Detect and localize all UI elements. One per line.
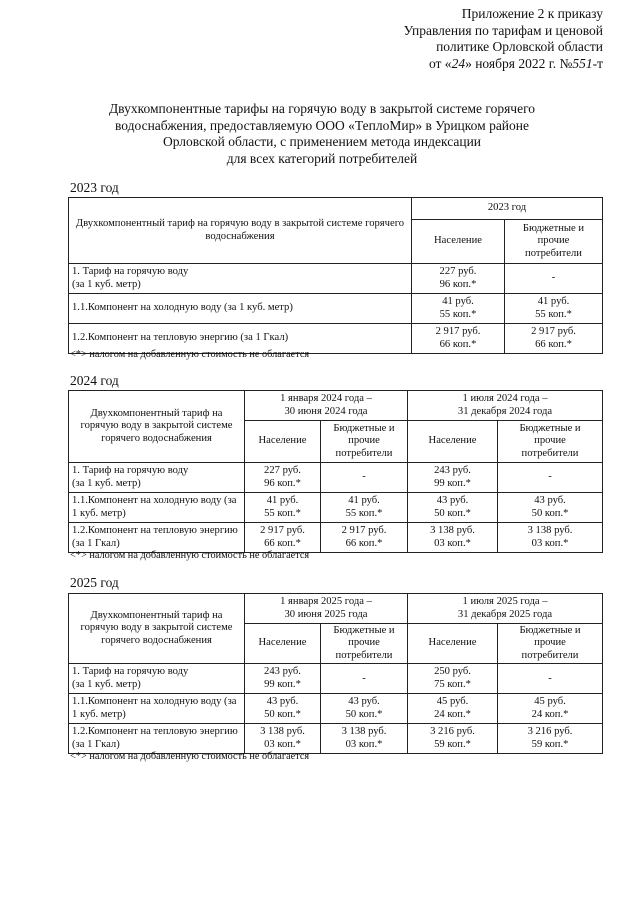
population-header: Население: [412, 220, 505, 264]
value-cell: 2 917 руб. 66 коп.*: [245, 523, 321, 553]
value-cell: 3 138 руб. 03 коп.*: [408, 523, 498, 553]
table-row: [69, 724, 603, 754]
table-row: [69, 523, 603, 553]
value-cell: 2 917 руб. 66 коп.*: [321, 523, 408, 553]
row-label: 1.2.Компонент на тепловую энергию (за 1 Гкал): [69, 324, 412, 354]
year-label-2025: 2025 год: [70, 575, 119, 590]
tariff-table-2025: [68, 593, 603, 754]
value-cell: 41 руб. 55 коп.*: [505, 294, 603, 324]
population-header: Население: [408, 624, 498, 664]
period-header: 1 января 2025 года – 30 июня 2025 года: [245, 594, 408, 624]
budget-header: Бюджетные и прочие потребители: [498, 624, 603, 664]
tariff-table-2024: [68, 390, 603, 553]
value-cell: 43 руб. 50 коп.*: [498, 493, 603, 523]
value-cell: 3 138 руб. 03 коп.*: [498, 523, 603, 553]
period-header: 1 января 2024 года – 30 июня 2024 года: [245, 391, 408, 421]
row-label: 1. Тариф на горячую воду (за 1 куб. метр): [69, 664, 245, 694]
budget-header: Бюджетные и прочие потребители: [498, 421, 603, 463]
appendix-line: Приложение 2 к приказу: [461, 6, 603, 21]
value-cell: 45 руб. 24 коп.*: [408, 694, 498, 724]
appendix-line: Управления по тарифам и ценовой: [403, 22, 603, 38]
vat-note: <*> налогом на добавленную стоимость не облагается: [70, 349, 310, 360]
title-line: для всех категорий потребителей: [226, 150, 418, 166]
order-number: 551: [572, 55, 593, 71]
value-cell: 227 руб. 96 коп.*: [412, 264, 505, 294]
value-cell: 41 руб. 55 коп.*: [245, 493, 321, 523]
value-cell: 243 руб. 99 коп.*: [245, 664, 321, 694]
value-cell: 2 917 руб. 66 коп.*: [505, 324, 603, 354]
budget-header: Бюджетные и прочие потребители: [321, 421, 408, 463]
tariff-column-header: Двухкомпонентный тариф на горячую воду в закрытой системе горячего водоснабжения: [69, 594, 245, 664]
appendix-header: [404, 6, 603, 72]
row-label: 1.2.Компонент на тепловую энергию (за 1 Гкал): [69, 724, 245, 754]
table-row: [69, 463, 603, 493]
row-label: 1.1.Компонент на холодную воду (за 1 куб. метр): [69, 493, 245, 523]
population-header: Население: [408, 421, 498, 463]
value-cell: 2 917 руб. 66 коп.*: [412, 324, 505, 354]
row-label: 1.2.Компонент на тепловую энергию (за 1 Гкал): [69, 523, 245, 553]
table-row: [69, 294, 603, 324]
row-label: 1. Тариф на горячую воду (за 1 куб. метр): [69, 264, 412, 294]
period-header: 1 июля 2024 года – 31 декабря 2024 года: [408, 391, 603, 421]
value-cell: 243 руб. 99 коп.*: [408, 463, 498, 493]
title-line: Двухкомпонентные тарифы на горячую воду в закрытой системе горячего: [108, 101, 536, 116]
value-cell: 250 руб. 75 коп.*: [408, 664, 498, 694]
period-header: 1 июля 2025 года – 31 декабря 2025 года: [408, 594, 603, 624]
value-cell: -: [498, 664, 603, 694]
period-header: 2023 год: [412, 198, 603, 220]
value-cell: 41 руб. 55 коп.*: [412, 294, 505, 324]
table-row: [69, 694, 603, 724]
value-cell: -: [321, 463, 408, 493]
table-row: [69, 493, 603, 523]
row-label: 1.1.Компонент на холодную воду (за 1 куб. метр): [69, 694, 245, 724]
row-label: 1. Тариф на горячую воду (за 1 куб. метр): [69, 463, 245, 493]
value-cell: 3 216 руб. 59 коп.*: [498, 724, 603, 754]
value-cell: 43 руб. 50 коп.*: [321, 694, 408, 724]
date-prefix: от «: [428, 55, 452, 71]
value-cell: -: [321, 664, 408, 694]
appendix-line: политике Орловской области: [436, 39, 603, 54]
tariff-column-header: Двухкомпонентный тариф на горячую воду в закрытой системе горячего водоснабжения: [69, 198, 412, 264]
order-suffix: -т: [592, 55, 603, 71]
budget-header: Бюджетные и прочие потребители: [321, 624, 408, 664]
document-title: [60, 101, 584, 167]
population-header: Население: [245, 624, 321, 664]
value-cell: 45 руб. 24 коп.*: [498, 694, 603, 724]
table-row: [69, 664, 603, 694]
value-cell: 43 руб. 50 коп.*: [408, 493, 498, 523]
tariff-table-2023: [68, 197, 603, 354]
date-day: 24: [451, 55, 466, 71]
value-cell: -: [498, 463, 603, 493]
year-label-2023: 2023 год: [70, 180, 119, 195]
tariff-column-header: Двухкомпонентный тариф на горячую воду в закрытой системе горячего водоснабжения: [69, 391, 245, 463]
value-cell: 41 руб. 55 коп.*: [321, 493, 408, 523]
value-cell: -: [505, 264, 603, 294]
vat-note: <*> налогом на добавленную стоимость не облагается: [70, 550, 310, 561]
appendix-date-line: [404, 56, 603, 73]
year-label-2024: 2024 год: [70, 373, 119, 388]
row-label: 1.1.Компонент на холодную воду (за 1 куб. метр): [69, 294, 412, 324]
value-cell: 227 руб. 96 коп.*: [245, 463, 321, 493]
date-mid: » ноября 2022 г. №: [465, 55, 573, 71]
population-header: Население: [245, 421, 321, 463]
table-row: [69, 264, 603, 294]
budget-header: Бюджетные и прочие потребители: [505, 220, 603, 264]
value-cell: 43 руб. 50 коп.*: [245, 694, 321, 724]
vat-note: <*> налогом на добавленную стоимость не облагается: [70, 751, 310, 762]
title-line: Орловской области, с применением метода индексации: [162, 134, 482, 149]
value-cell: 3 138 руб. 03 коп.*: [321, 724, 408, 754]
value-cell: 3 216 руб. 59 коп.*: [408, 724, 498, 754]
title-line: водоснабжения, предоставляемую ООО «ТеплоМир» в Урицком районе: [114, 117, 530, 133]
value-cell: 3 138 руб. 03 коп.*: [245, 724, 321, 754]
